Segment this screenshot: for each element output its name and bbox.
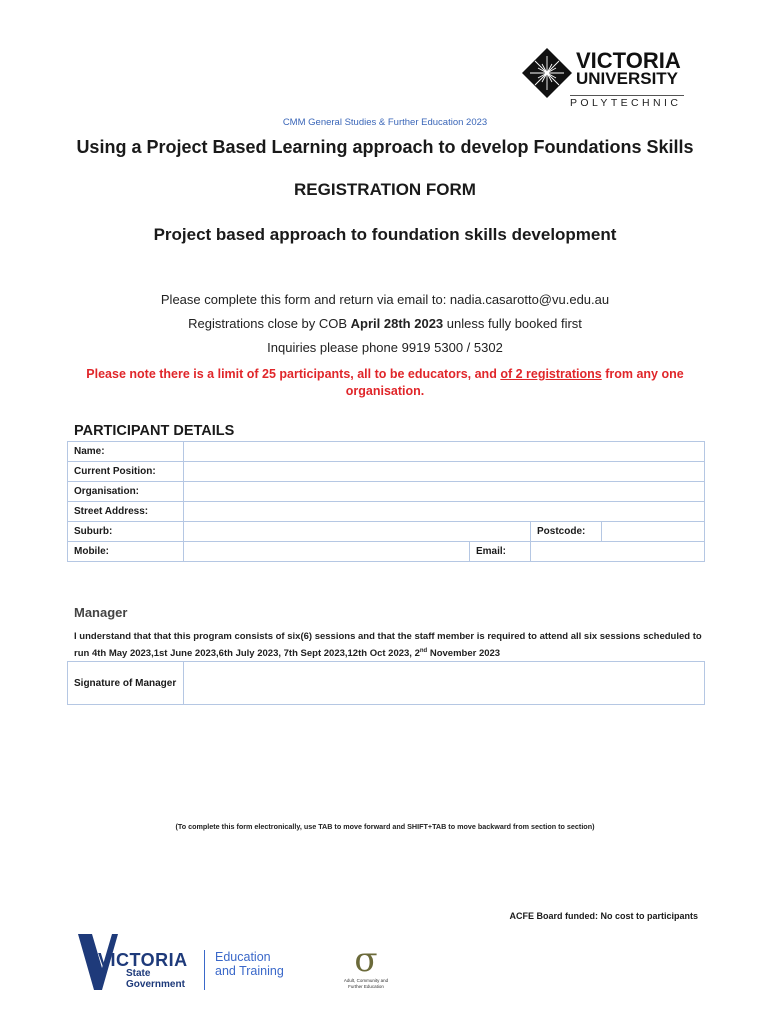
acfe-sigma-icon: σ — [354, 940, 378, 980]
logo-line-victoria: VICTORIA — [576, 48, 681, 73]
logo-line-polytechnic: POLYTECHNIC — [570, 95, 684, 109]
registration-close-line — [0, 316, 770, 331]
email-label: Email: — [470, 542, 531, 562]
acfe-caption-2: Further Education — [348, 983, 384, 989]
postcode-field[interactable] — [602, 522, 705, 542]
street-address-label: Street Address: — [68, 502, 184, 522]
participant-details-heading: PARTICIPANT DETAILS — [74, 423, 235, 439]
signature-field[interactable] — [184, 662, 705, 705]
organisation-field[interactable] — [184, 482, 705, 502]
manager-signature-table — [67, 661, 705, 705]
name-label: Name: — [68, 442, 184, 462]
current-position-field[interactable] — [184, 462, 705, 482]
signature-label: Signature of Manager — [68, 662, 184, 705]
table-row — [68, 442, 705, 462]
close-date: April 28th 2023 — [350, 316, 444, 331]
document-title: Using a Project Based Learning approach to develop Foundations Skills — [76, 137, 694, 157]
keyboard-navigation-hint: (To complete this form electronically, use TAB to move forward and SHIFT+TAB to move backward from section to section) — [175, 822, 595, 831]
acfe-logo — [326, 942, 406, 996]
participant-limit-note — [70, 366, 700, 400]
participant-details-table — [67, 441, 705, 562]
organisation-label: Organisation: — [68, 482, 184, 502]
current-position-label: Current Position: — [68, 462, 184, 482]
table-row — [68, 502, 705, 522]
table-row — [68, 522, 705, 542]
victoria-university-logo — [522, 44, 687, 110]
manager-statement-sup: nd — [419, 648, 428, 654]
suburb-field[interactable] — [184, 522, 531, 542]
note-part2: from any one organisation. — [345, 367, 684, 398]
acfe-funding-note: ACFE Board funded: No cost to participants — [509, 911, 698, 921]
table-row — [68, 542, 705, 562]
table-row — [68, 462, 705, 482]
acfe-caption-1: Adult, Community and — [343, 978, 389, 983]
mobile-field[interactable] — [184, 542, 470, 562]
mobile-label: Mobile: — [68, 542, 184, 562]
manager-statement-main: I understand that that this program consists of six(6) sessions and that the staff member is required to attend all six sessions scheduled to run 4th May 2023,1st June 2023,6th July 2023, 7th Sept 2023,12th Oct 2023, 2 — [74, 631, 702, 660]
inquiries-phone: Inquiries please phone 9919 5300 / 5302 — [267, 340, 503, 355]
education-and-training — [215, 950, 284, 978]
manager-statement — [74, 630, 704, 661]
edu-line2: and Training — [215, 964, 284, 978]
email-field[interactable] — [531, 542, 705, 562]
vu-diamond-icon — [522, 48, 572, 98]
note-underlined: of 2 registrations — [500, 367, 602, 381]
email-instruction: Please complete this form and return via email to: nadia.casarotto@vu.edu.au — [160, 292, 610, 307]
suburb-label: Suburb: — [68, 522, 184, 542]
name-field[interactable] — [184, 442, 705, 462]
logo-line-university: UNIVERSITY — [576, 69, 679, 88]
postcode-label: Postcode: — [531, 522, 602, 542]
manager-heading: Manager — [74, 605, 128, 620]
vic-state-line1: State — [126, 968, 151, 979]
vic-state-government — [126, 969, 185, 990]
table-row — [68, 482, 705, 502]
table-row — [68, 662, 705, 705]
victoria-state-government-logo — [78, 930, 293, 996]
logo-separator — [204, 950, 205, 990]
vic-state-line2: Government — [126, 978, 185, 990]
street-address-field[interactable] — [184, 502, 705, 522]
program-label: CMM General Studies & Further Education 2023 — [282, 117, 488, 128]
form-title: REGISTRATION FORM — [294, 180, 476, 199]
close-suffix: unless fully booked first — [443, 316, 582, 331]
manager-statement-end: November 2023 — [427, 648, 501, 660]
close-prefix: Registrations close by COB — [188, 316, 351, 331]
edu-line1: Education — [215, 950, 271, 964]
form-subtitle: Project based approach to foundation skills development — [153, 225, 617, 244]
note-part1: Please note there is a limit of 25 participants, all to be educators, and — [86, 367, 501, 381]
vic-word: VICTORIA — [98, 950, 188, 970]
